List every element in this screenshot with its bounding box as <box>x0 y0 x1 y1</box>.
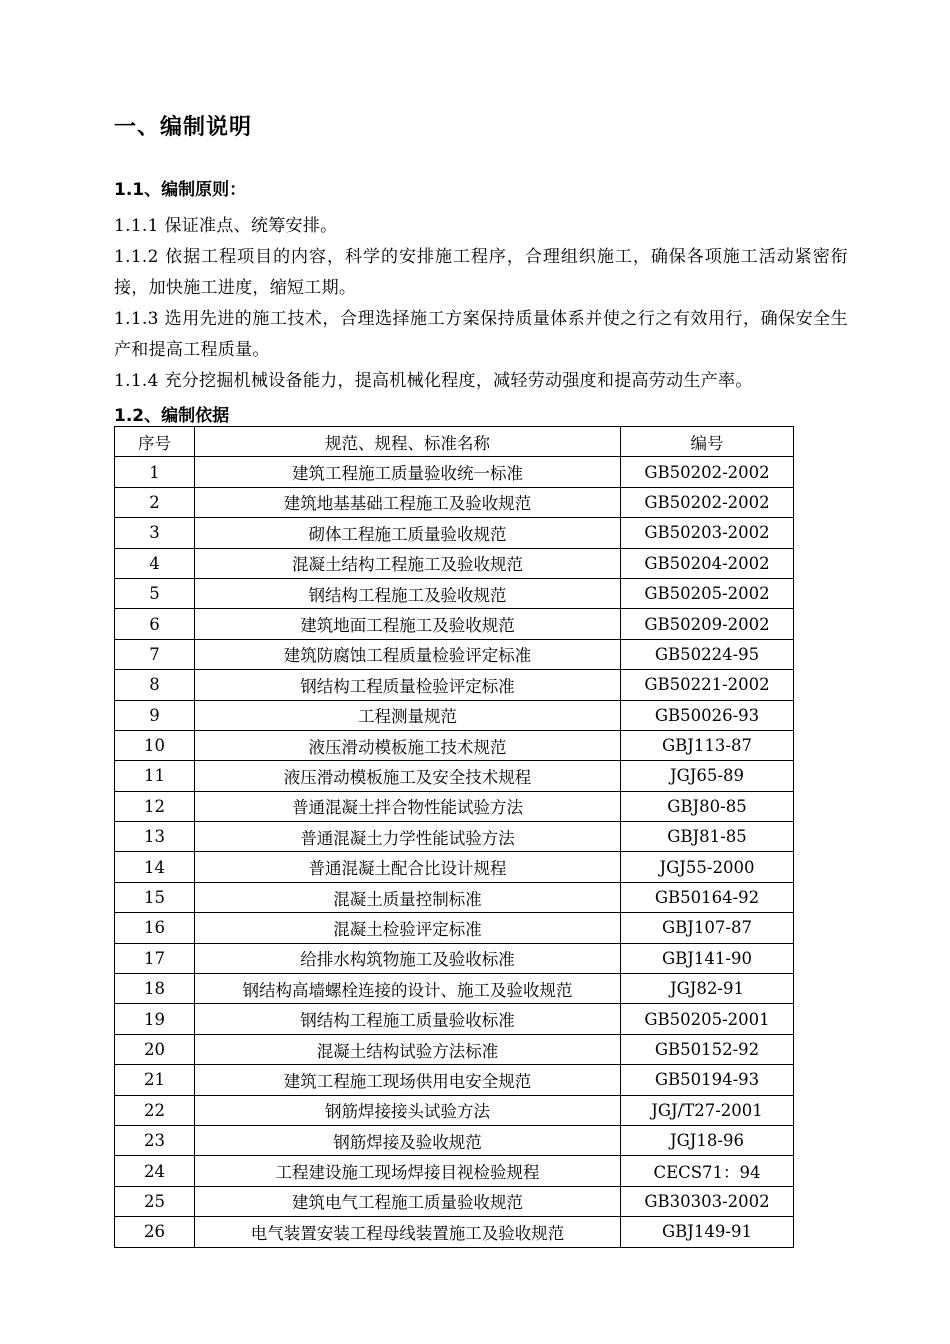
table-row <box>115 1125 794 1155</box>
row-standard-name: 液压滑动模板施工及安全技术规程 <box>195 761 621 791</box>
row-standard-code: JGJ/T27-2001 <box>621 1095 794 1125</box>
table-row <box>115 913 794 943</box>
row-standard-name: 混凝土结构试验方法标准 <box>195 1034 621 1064</box>
row-index: 1 <box>115 457 195 487</box>
row-standard-name: 钢结构工程施工及验收规范 <box>195 578 621 608</box>
row-standard-code: GBJ81-85 <box>621 822 794 852</box>
table-row <box>115 700 794 730</box>
table-header-row <box>115 427 794 457</box>
row-standard-name: 钢结构高墙螺栓连接的设计、施工及验收规范 <box>195 974 621 1004</box>
row-standard-name: 普通混凝土力学性能试验方法 <box>195 822 621 852</box>
row-standard-code: GB50205-2002 <box>621 578 794 608</box>
row-standard-code: GB30303-2002 <box>621 1186 794 1216</box>
row-standard-code: GB50026-93 <box>621 700 794 730</box>
row-standard-code: GB50164-92 <box>621 882 794 912</box>
row-standard-name: 建筑地基基础工程施工及验收规范 <box>195 487 621 517</box>
table-row <box>115 578 794 608</box>
row-index: 18 <box>115 974 195 1004</box>
row-standard-code: GB50205-2001 <box>621 1004 794 1034</box>
row-standard-code: GB50202-2002 <box>621 457 794 487</box>
row-index: 11 <box>115 761 195 791</box>
table-row <box>115 761 794 791</box>
row-standard-name: 建筑地面工程施工及验收规范 <box>195 609 621 639</box>
table-row <box>115 974 794 1004</box>
row-standard-code: GBJ80-85 <box>621 791 794 821</box>
row-standard-code: GB50204-2002 <box>621 548 794 578</box>
table-row <box>115 791 794 821</box>
row-index: 3 <box>115 518 195 548</box>
row-index: 9 <box>115 700 195 730</box>
row-standard-code: GBJ149-91 <box>621 1217 794 1247</box>
standards-table <box>114 426 794 1248</box>
row-standard-code: GB50221-2002 <box>621 670 794 700</box>
row-index: 25 <box>115 1186 195 1216</box>
row-standard-name: 建筑工程施工现场供用电安全规范 <box>195 1065 621 1095</box>
table-row <box>115 639 794 669</box>
row-standard-name: 钢筋焊接及验收规范 <box>195 1125 621 1155</box>
section-1-title: 1.1、编制原则： <box>114 180 247 200</box>
row-standard-code: GB50194-93 <box>621 1065 794 1095</box>
table-row <box>115 943 794 973</box>
row-standard-name: 钢结构工程施工质量验收标准 <box>195 1004 621 1034</box>
row-standard-name: 液压滑动模板施工技术规范 <box>195 730 621 760</box>
row-standard-name: 普通混凝土配合比设计规程 <box>195 852 621 882</box>
paragraph-1-1-4: 1.1.4 充分挖掘机械设备能力，提高机械化程度，减轻劳动强度和提高劳动生产率。 <box>114 371 753 391</box>
row-standard-code: GBJ107-87 <box>621 913 794 943</box>
row-standard-name: 电气装置安装工程母线装置施工及验收规范 <box>195 1217 621 1247</box>
row-index: 20 <box>115 1034 195 1064</box>
row-index: 8 <box>115 670 195 700</box>
row-standard-code: GBJ113-87 <box>621 730 794 760</box>
row-standard-name: 建筑电气工程施工质量验收规范 <box>195 1186 621 1216</box>
row-standard-name: 工程测量规范 <box>195 700 621 730</box>
row-index: 7 <box>115 639 195 669</box>
row-index: 5 <box>115 578 195 608</box>
table-row <box>115 1217 794 1247</box>
row-index: 19 <box>115 1004 195 1034</box>
table-row <box>115 457 794 487</box>
table-row <box>115 1156 794 1186</box>
row-standard-name: 工程建设施工现场焊接目视检验规程 <box>195 1156 621 1186</box>
row-standard-code: JGJ65-89 <box>621 761 794 791</box>
row-standard-name: 钢筋焊接接头试验方法 <box>195 1095 621 1125</box>
header-code: 编号 <box>621 427 794 457</box>
table-row <box>115 882 794 912</box>
row-index: 21 <box>115 1065 195 1095</box>
paragraph-1-1-1: 1.1.1 保证准点、统筹安排。 <box>114 216 338 236</box>
main-heading: 一、编制说明 <box>114 115 253 140</box>
table-row <box>115 730 794 760</box>
row-index: 12 <box>115 791 195 821</box>
section-2-title: 1.2、编制依据 <box>114 406 230 426</box>
row-standard-code: GB50203-2002 <box>621 518 794 548</box>
table-row <box>115 1065 794 1095</box>
row-standard-code: JGJ55-2000 <box>621 852 794 882</box>
table-row <box>115 518 794 548</box>
table-row <box>115 609 794 639</box>
row-standard-code: GBJ141-90 <box>621 943 794 973</box>
row-standard-code: GB50152-92 <box>621 1034 794 1064</box>
row-standard-name: 建筑工程施工质量验收统一标准 <box>195 457 621 487</box>
table-row <box>115 1034 794 1064</box>
row-index: 22 <box>115 1095 195 1125</box>
row-index: 15 <box>115 882 195 912</box>
row-index: 14 <box>115 852 195 882</box>
row-standard-code: GB50202-2002 <box>621 487 794 517</box>
row-index: 10 <box>115 730 195 760</box>
table-row <box>115 487 794 517</box>
table-row <box>115 1095 794 1125</box>
row-standard-name: 混凝土检验评定标准 <box>195 913 621 943</box>
row-standard-code: JGJ18-96 <box>621 1125 794 1155</box>
row-standard-name: 混凝土结构工程施工及验收规范 <box>195 548 621 578</box>
row-standard-name: 普通混凝土拌合物性能试验方法 <box>195 791 621 821</box>
row-standard-name: 给排水构筑物施工及验收标准 <box>195 943 621 973</box>
row-index: 4 <box>115 548 195 578</box>
table-row <box>115 548 794 578</box>
table-row <box>115 852 794 882</box>
table-row <box>115 1186 794 1216</box>
row-standard-name: 钢结构工程质量检验评定标准 <box>195 670 621 700</box>
table-row <box>115 1004 794 1034</box>
row-index: 23 <box>115 1125 195 1155</box>
row-standard-name: 砌体工程施工质量验收规范 <box>195 518 621 548</box>
header-index: 序号 <box>115 427 195 457</box>
row-index: 13 <box>115 822 195 852</box>
row-standard-code: JGJ82-91 <box>621 974 794 1004</box>
row-standard-code: CECS71：94 <box>621 1156 794 1186</box>
row-index: 26 <box>115 1217 195 1247</box>
row-index: 6 <box>115 609 195 639</box>
row-index: 2 <box>115 487 195 517</box>
row-standard-code: GB50209-2002 <box>621 609 794 639</box>
row-standard-name: 建筑防腐蚀工程质量检验评定标准 <box>195 639 621 669</box>
row-index: 24 <box>115 1156 195 1186</box>
row-standard-code: GB50224-95 <box>621 639 794 669</box>
table-row <box>115 670 794 700</box>
row-index: 16 <box>115 913 195 943</box>
paragraph-1-1-2: 1.1.2 依据工程项目的内容，科学的安排施工程序，合理组织施工，确保各项施工活动紧密衔接，加快施工进度，缩短工期。 <box>114 247 848 298</box>
header-name: 规范、规程、标准名称 <box>195 427 621 457</box>
table-row <box>115 822 794 852</box>
paragraph-1-1-3: 1.1.3 选用先进的施工技术，合理选择施工方案保持质量体系并使之行之有效用行，确保安全生产和提高工程质量。 <box>114 309 848 360</box>
row-index: 17 <box>115 943 195 973</box>
row-standard-name: 混凝土质量控制标准 <box>195 882 621 912</box>
